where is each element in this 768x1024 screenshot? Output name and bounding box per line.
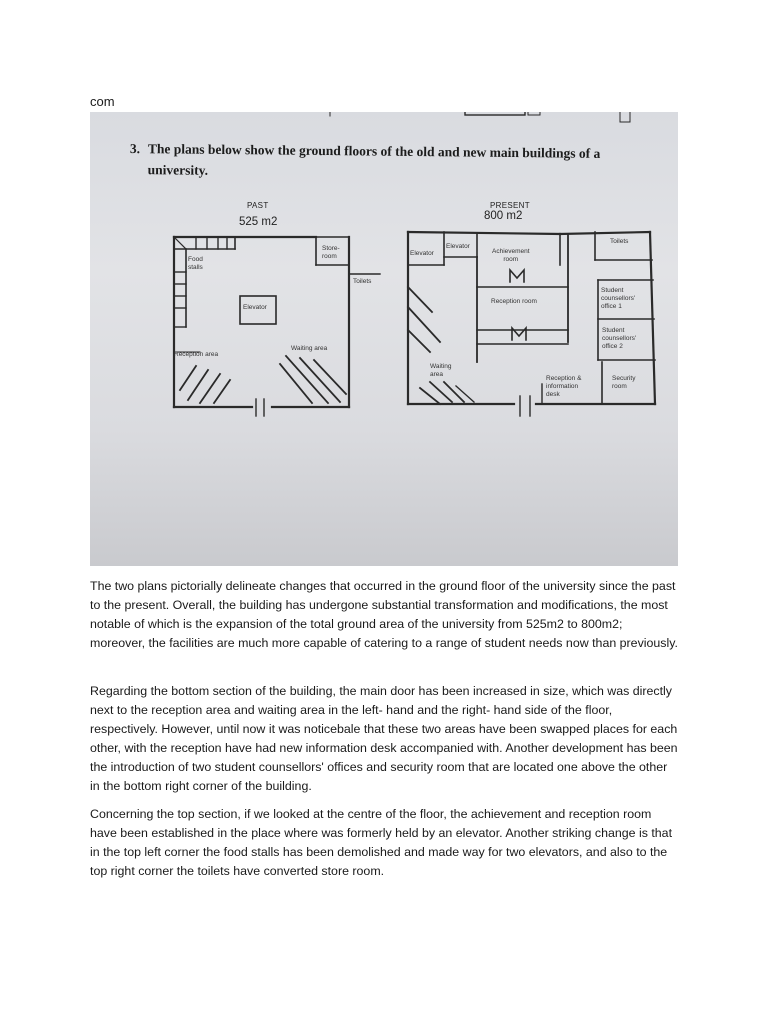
question-line-2: university. <box>147 162 209 178</box>
room-reception-area: Reception area <box>174 351 219 358</box>
past-area: 525 m2 <box>239 216 278 228</box>
room-store-room: Store- room <box>322 245 340 260</box>
room-elevator-2: Elevator <box>446 243 470 250</box>
paragraph-1: The two plans pictorially delineate changes that occurred in the ground floor of the university since the past to the present. Overall, the building has undergone substantial transformation and modifications, the most notable of which is the expansion of the total ground area of the university from 525m2 to 800m2; moreover, the facilities are much more capable of catering to a range of student needs now than previously. <box>90 579 678 650</box>
paragraph-3: Concerning the top section, if we looked at the centre of the floor, the achievement and reception room have been established in the place where was formerly held by an elevator. Another striking change is that in the top left corner the food stalls has been demolished and made way for two elevators, and also to the top right corner the toilets have converted store room. <box>90 807 673 878</box>
header-text: com <box>90 94 115 109</box>
room-toilets-past: Toilets <box>353 278 372 285</box>
paragraph-2: Regarding the bottom section of the building, the main door has been increased in size, which was directly next to the reception area and waiting area in the left- hand and the right- hand side of the floor, respectively. However, until now it was noticebale that these two areas have been swapped places for each other, with the reception have had new information desk accompanied with. Another development has been the introduction of two student counsellors' offices and security room that are located one above the other in the bottom right corner of the building. <box>90 684 678 793</box>
floor-plan-photo <box>90 112 678 566</box>
room-counsellor-office-1: Student counsellors' office 1 <box>601 287 636 310</box>
room-elevator-1: Elevator <box>410 250 434 257</box>
question-number: 3. <box>129 140 141 157</box>
question-title <box>130 138 660 186</box>
room-waiting-area-present: Waiting area <box>430 363 452 378</box>
room-security: Security room <box>612 375 636 390</box>
present-label: PRESENT <box>490 201 530 210</box>
room-elevator-past: Elevator <box>243 304 267 311</box>
room-reception-room: Reception room <box>491 298 537 305</box>
room-achievement: Achievement room <box>492 248 530 263</box>
present-area: 800 m2 <box>484 210 523 222</box>
room-toilets-present: Toilets <box>610 238 629 245</box>
room-waiting-area-past: Waiting area <box>291 345 328 352</box>
room-food-stalls: Food stalls <box>188 256 203 271</box>
room-counsellor-office-2: Student counsellors' office 2 <box>602 327 637 350</box>
question-line-1: The plans below show the ground floors of the old and new main buildings of a <box>147 141 601 161</box>
past-label: PAST <box>247 201 269 210</box>
room-reception-desk: Reception & information desk <box>546 375 582 398</box>
